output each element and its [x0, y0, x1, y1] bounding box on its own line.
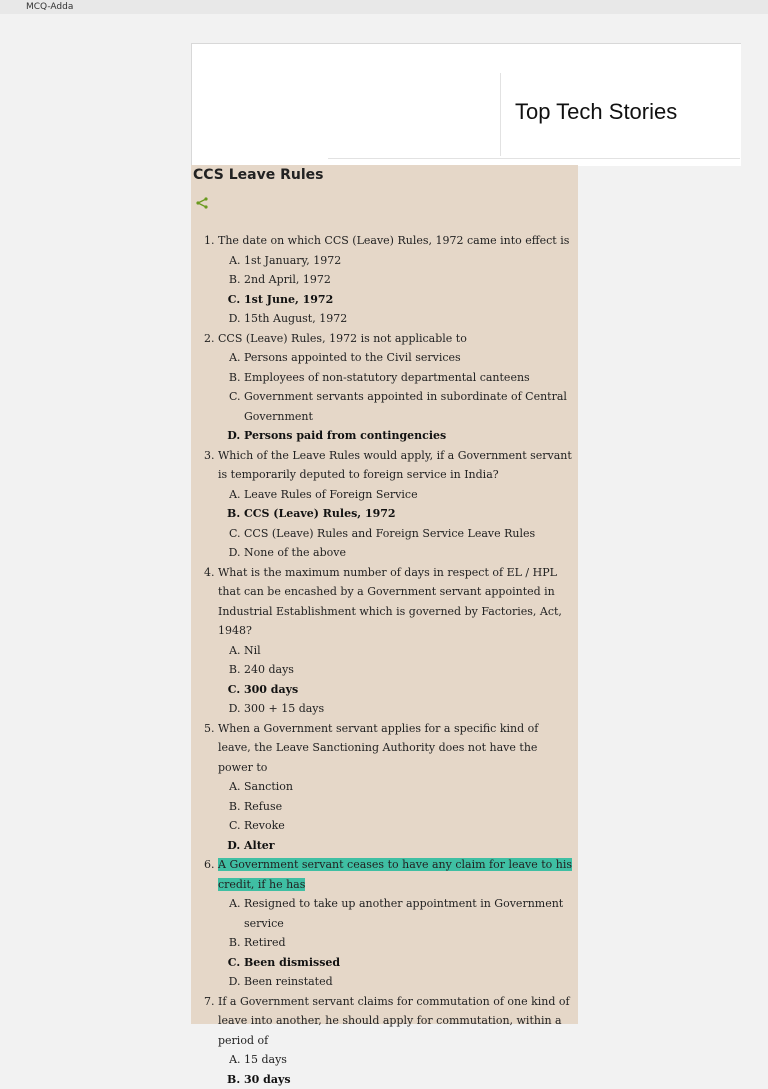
ad-slot	[328, 73, 501, 156]
question-item	[218, 855, 573, 992]
option-list	[218, 251, 573, 329]
correct-option: C. 300 days	[244, 680, 573, 700]
option: A. Nil	[244, 641, 573, 661]
correct-option: D. Alter	[244, 836, 573, 856]
question-item	[218, 719, 573, 856]
correct-option: B. 30 days	[244, 1070, 573, 1089]
question-item	[218, 329, 573, 446]
option: A. 1st January, 1972	[244, 251, 573, 271]
option: A. Sanction	[244, 777, 573, 797]
option: C. Government servants appointed in subordinate of Central Government	[244, 387, 573, 426]
option: B. 240 days	[244, 660, 573, 680]
option: B. Refuse	[244, 797, 573, 817]
question-text: What is the maximum number of days in respect of EL / HPL that can be encashed by a Government servant appointed in Industrial Establishment which is governed by Factories, Act, 1948?	[218, 566, 562, 638]
option: B. Employees of non-statutory departmental canteens	[244, 368, 573, 388]
question-text: The date on which CCS (Leave) Rules, 1972 came into effect is	[218, 234, 569, 247]
option-list	[218, 641, 573, 719]
question-item	[218, 563, 573, 719]
option: B. 2nd April, 1972	[244, 270, 573, 290]
option: B. Retired	[244, 933, 573, 953]
option: A. 15 days	[244, 1050, 573, 1070]
question-item	[218, 446, 573, 563]
option: A. Leave Rules of Foreign Service	[244, 485, 573, 505]
correct-option: B. CCS (Leave) Rules, 1972	[244, 504, 573, 524]
widget-title[interactable]: Top Tech Stories	[515, 99, 677, 125]
option-list	[218, 1050, 573, 1089]
option-list	[218, 348, 573, 446]
option: D. None of the above	[244, 543, 573, 563]
option: D. 300 + 15 days	[244, 699, 573, 719]
option: A. Persons appointed to the Civil services	[244, 348, 573, 368]
divider	[328, 158, 740, 159]
correct-option: D. Persons paid from contingencies	[244, 426, 573, 446]
post-title[interactable]: CCS Leave Rules	[193, 165, 324, 185]
option: D. Been reinstated	[244, 972, 573, 992]
option: C. Revoke	[244, 816, 573, 836]
question-text: When a Government servant applies for a specific kind of leave, the Leave Sanctioning Authority does not have the power to	[218, 722, 538, 774]
post-body	[191, 165, 578, 1024]
question-text: Which of the Leave Rules would apply, if a Government servant is temporarily deputed to foreign service in India?	[218, 449, 572, 482]
option-list	[218, 777, 573, 855]
option: A. Resigned to take up another appointment in Government service	[244, 894, 573, 933]
option: C. CCS (Leave) Rules and Foreign Service Leave Rules	[244, 524, 573, 544]
question-item	[218, 231, 573, 329]
correct-option: C. 1st June, 1972	[244, 290, 573, 310]
site-name-link[interactable]: MCQ-Adda	[26, 1, 73, 13]
correct-option: C. Been dismissed	[244, 953, 573, 973]
question-text: CCS (Leave) Rules, 1972 is not applicable to	[218, 332, 467, 345]
question-list	[191, 231, 573, 1089]
question-text: A Government servant ceases to have any claim for leave to his credit, if he has	[218, 858, 572, 891]
top-bar	[0, 0, 768, 14]
option-list	[218, 894, 573, 992]
question-text: If a Government servant claims for commutation of one kind of leave into another, he should apply for commutation, within a period of	[218, 995, 570, 1047]
question-item	[218, 992, 573, 1089]
option: D. 15th August, 1972	[244, 309, 573, 329]
share-icon[interactable]	[195, 196, 209, 210]
option-list	[218, 485, 573, 563]
